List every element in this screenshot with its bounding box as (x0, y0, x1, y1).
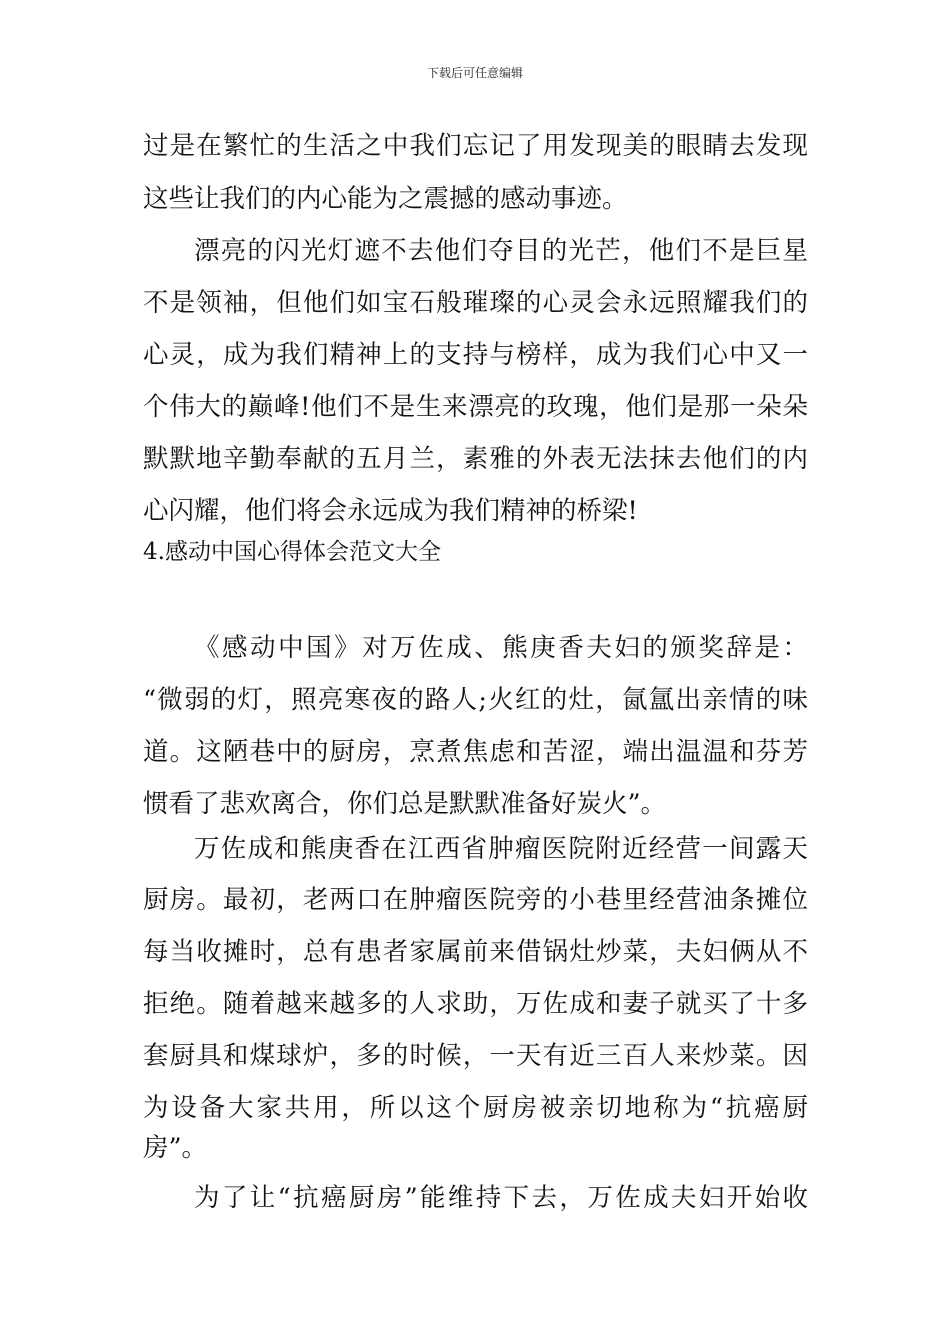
text-line: 不是领袖，但他们如宝石般璀璨的心灵会永远照耀我们的 (143, 288, 808, 318)
text-line: 厨房。最初，老两口在肿瘤医院旁的小巷里经营油条摊位 (143, 885, 808, 915)
section-heading: 4.感动中国心得体会范文大全 (143, 539, 441, 565)
text-line: 默默地辛勤奉献的五月兰，素雅的外表无法抹去他们的内 (143, 444, 808, 474)
text-line: 拒绝。随着越来越多的人求助，万佐成和妻子就买了十多 (143, 989, 808, 1019)
text-line: 为设备大家共用，所以这个厨房被亲切地称为“抗癌厨 (143, 1093, 808, 1123)
text-line: 漂亮的闪光灯遮不去他们夺目的光芒，他们不是巨星 (194, 236, 808, 266)
text-line: 心闪耀，他们将会永远成为我们精神的桥梁! (143, 496, 638, 526)
text-line: 万佐成和熊庚香在江西省肿瘤医院附近经营一间露天 (194, 834, 808, 864)
text-line: 房”。 (143, 1133, 208, 1163)
text-line: 这些让我们的内心能为之震撼的感动事迹。 (143, 184, 628, 214)
text-line: 每当收摊时，总有患者家属前来借锅灶炒菜，夫妇俩从不 (143, 937, 808, 967)
text-line: 套厨具和煤球炉，多的时候，一天有近三百人来炒菜。因 (143, 1041, 808, 1071)
text-line: 道。这陋巷中的厨房，烹煮焦虑和苦涩，端出温温和芬芳 (143, 737, 808, 767)
text-line: 过是在繁忙的生活之中我们忘记了用发现美的眼睛去发现 (143, 131, 808, 161)
text-line: 心灵，成为我们精神上的支持与榜样，成为我们心中又一 (143, 340, 808, 370)
text-line: 个伟大的巅峰!他们不是生来漂亮的玫瑰，他们是那一朵朵 (143, 392, 808, 422)
text-line: 惯看了悲欢离合，你们总是默默准备好炭火”。 (143, 789, 667, 819)
text-line: 为了让“抗癌厨房”能维持下去，万佐成夫妇开始收 (194, 1183, 808, 1213)
text-line: “微弱的灯，照亮寒夜的路人;火红的灶，氤氲出亲情的味 (143, 685, 808, 715)
page-header-note: 下载后可任意编辑 (426, 66, 523, 80)
text-line: 《感动中国》对万佐成、熊庚香夫妇的颁奖辞是： (194, 633, 808, 663)
